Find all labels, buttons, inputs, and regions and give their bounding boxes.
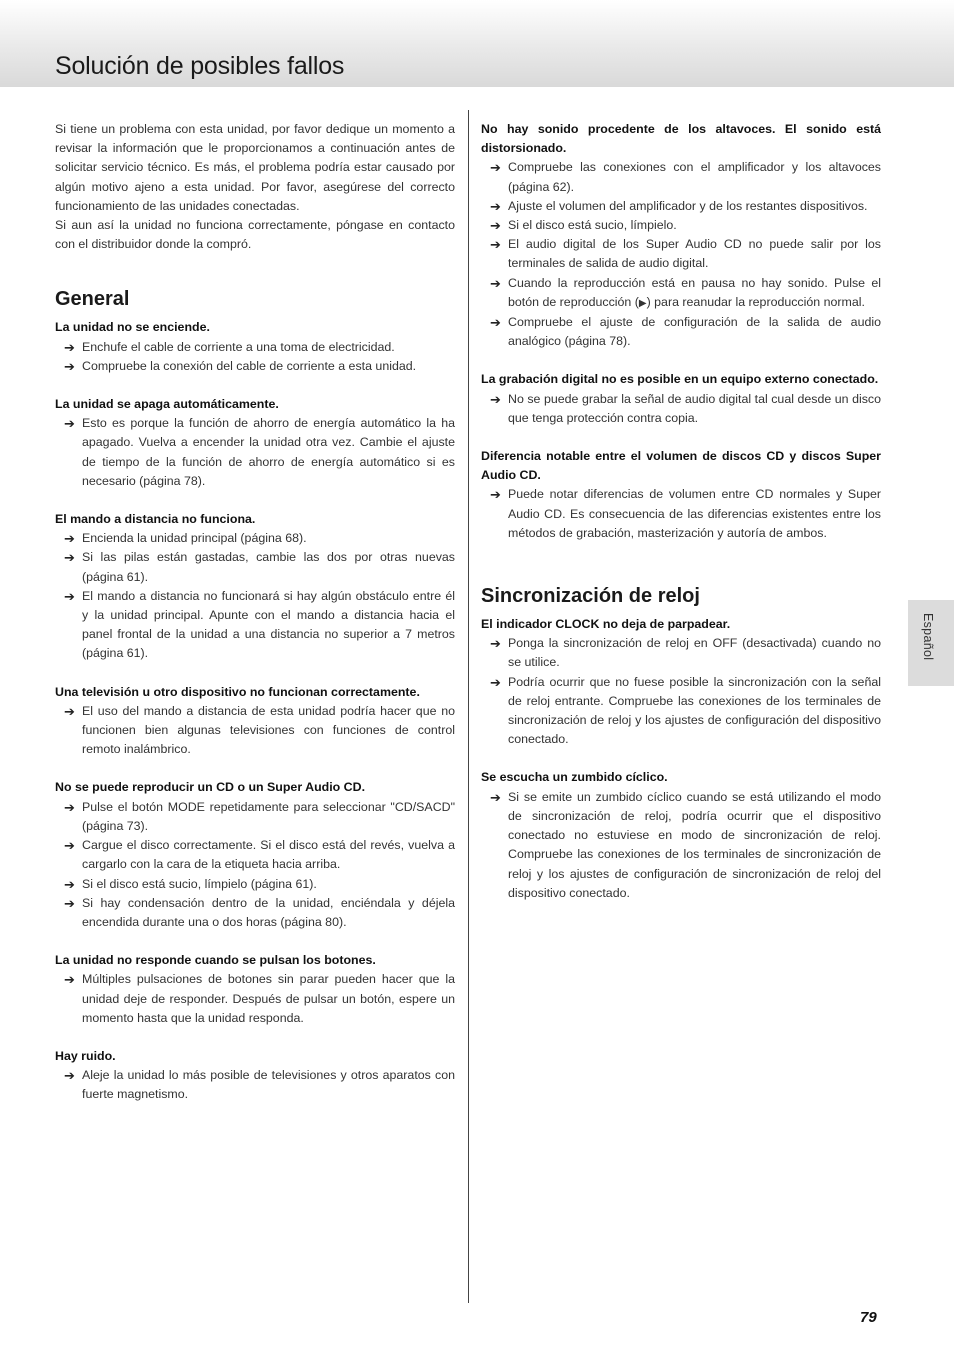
issue-group (481, 615, 881, 749)
issue-question: La grabación digital no es posible en un equipo externo conectado. (481, 372, 879, 387)
intro (55, 120, 455, 254)
arrow-right-icon: ➔ (64, 588, 75, 604)
list-item: ➔ Cargue el disco correctamente. Si el disco está del revés, vuelva a cargarlo con la cara de la etiqueta hacia arriba. (64, 838, 455, 872)
list-item: ➔ El uso del mando a distancia de esta unidad podría hacer que no funcionen bien algunas televisiones con funciones de control remoto inalámbrico. (64, 703, 455, 757)
list-item: ➔ Compruebe el ajuste de configuración de la salida de audio analógico (página 78). (490, 315, 881, 349)
list-item: ➔ El mando a distancia no funcionará si hay algún obstáculo entre él y la unidad principal. Apunte con el mando a distancia hacia el panel frontal de la unidad a una distancia no superior a 7 metros (página 61). (64, 588, 455, 661)
arrow-right-icon: ➔ (64, 838, 75, 854)
arrow-right-icon: ➔ (490, 789, 501, 805)
arrow-right-icon: ➔ (490, 160, 501, 176)
list-item: ➔ Compruebe la conexión del cable de corriente a esta unidad. (55, 357, 455, 376)
issue-group (55, 318, 455, 376)
list-item: ➔ Si el disco está sucio, límpielo (página 61). (55, 875, 455, 894)
issue-question: El indicador CLOCK no deja de parpadear. (481, 617, 731, 632)
list-item: ➔ Pulse el botón MODE repetidamente para seleccionar "CD/SACD" (página 73). (64, 799, 455, 833)
arrow-right-icon: ➔ (64, 339, 75, 355)
language-label: Español (921, 613, 935, 661)
list-item: ➔ Compruebe las conexiones con el amplificador y los altavoces (página 62). (490, 160, 881, 194)
issue-question: No se puede reproducir un CD o un Super Audio CD. (55, 780, 366, 795)
intro-paragraph: Si tiene un problema con esta unidad, por favor dedique un momento a revisar la información que le proporcionamos a continuación antes de solicitar servicio técnico. Es más, el problema podría estar causado por algún motivo ajeno a esta unidad. Por favor, asegúrese del correcto funcionamiento de las unidades conectadas. (55, 122, 455, 213)
issue-question: No hay sonido procedente de los altavoces. El sonido está distorsionado. (481, 122, 881, 156)
issue-question: La unidad se apaga automáticamente. (55, 397, 279, 412)
list-item: ➔ Ajuste el volumen del amplificador y de los restantes dispositivos. (481, 197, 881, 216)
arrow-right-icon: ➔ (490, 315, 501, 331)
list-item: ➔ Si se emite un zumbido cíclico cuando se está utilizando el modo de sincronización de reloj, podría ocurrir que el dispositivo conectado no estuviese en modo de sincronización de reloj. Compruebe las conexiones de los terminales de sincronización de reloj y los ajustes de configuración de sincronización de reloj del dispositivo conectado. (490, 789, 881, 900)
list-item: ➔ Podría ocurrir que no fuese posible la sincronización con la señal de reloj entrante. Compruebe las conexiones de los terminales de sincronización de reloj y los ajustes de configuración del dispositivo conectado. (490, 674, 881, 747)
issue-question: Diferencia notable entre el volumen de discos CD y discos Super Audio CD. (481, 449, 881, 483)
arrow-right-icon: ➔ (64, 531, 75, 547)
intro-paragraph: Si aun así la unidad no funciona correctamente, póngase en contacto con el distribuidor donde la compró. (55, 218, 455, 252)
arrow-right-icon: ➔ (64, 703, 75, 719)
list-item: ➔ Puede notar diferencias de volumen entre CD normales y Super Audio CD. Es consecuencia de las diferencias existentes entre los métodos de grabación, masterización y autoría de ambos. (490, 487, 881, 540)
issue-question: Hay ruido. (55, 1048, 116, 1063)
list-item: ➔ Múltiples pulsaciones de botones sin parar pueden hacer que la unidad deje de responder. Después de pulsar un botón, espere un momento hasta que la unidad responda. (64, 972, 455, 1025)
left-column (55, 120, 455, 1105)
list-item: ➔ Aleje la unidad lo más posible de televisiones y otros aparatos con fuerte magnetismo. (64, 1068, 455, 1102)
arrow-right-icon: ➔ (490, 198, 501, 214)
page-title: Solución de posibles fallos (55, 52, 345, 80)
issue-question: Se escucha un zumbido cíclico. (481, 770, 668, 785)
section-title-clock: Sincronización de reloj (481, 585, 700, 608)
issue-group (481, 370, 881, 428)
arrow-right-icon: ➔ (64, 550, 75, 566)
issue-question: Una televisión u otro dispositivo no funcionan correctamente. (55, 684, 420, 699)
column-divider (468, 110, 469, 1303)
issue-group (481, 120, 881, 351)
list-item: ➔ Ponga la sincronización de reloj en OFF (desactivada) cuando no se utilice. (490, 636, 881, 670)
list-item: ➔ Esto es porque la función de ahorro de energía automático la ha apagado. Vuelva a encender la unidad otra vez. Cambie el ajuste de tiempo de la función de ahorro de energía automático si es necesario (página 78). (64, 416, 455, 488)
arrow-right-icon: ➔ (490, 674, 501, 690)
arrow-right-icon: ➔ (64, 876, 75, 892)
issue-group (55, 951, 455, 1028)
section-title-general: General (55, 288, 130, 311)
list-item: ➔ Si las pilas están gastadas, cambie las dos por otras nuevas (página 61). (64, 550, 455, 584)
issue-group (481, 768, 881, 902)
arrow-right-icon: ➔ (64, 895, 75, 911)
play-icon: ▶ (638, 297, 647, 309)
issue-question: La unidad no se enciende. (55, 320, 210, 335)
arrow-right-icon: ➔ (64, 799, 75, 815)
list-item: ➔ No se puede grabar la señal de audio digital tal cual desde un disco que tenga protección contra copia. (490, 391, 881, 425)
issue-group (55, 510, 455, 664)
issue-group (55, 778, 455, 932)
list-item: ➔ Enchufe el cable de corriente a una toma de electricidad. (55, 338, 455, 357)
page-number: 79 (860, 1309, 877, 1326)
issue-group (55, 1047, 455, 1105)
list-item: ➔ Si el disco está sucio, límpielo. (481, 216, 881, 235)
arrow-right-icon: ➔ (64, 1068, 75, 1084)
arrow-right-icon: ➔ (490, 487, 501, 503)
list-item: ➔ Cuando la reproducción está en pausa no hay sonido. Pulse el botón de reproducción (▶) para reanudar la reproducción normal. (481, 274, 881, 313)
arrow-right-icon: ➔ (490, 391, 501, 407)
list-item: ➔ El audio digital de los Super Audio CD no puede salir por los terminales de salida de audio digital. (490, 237, 881, 271)
issue-question: La unidad no responde cuando se pulsan los botones. (55, 953, 376, 968)
issue-question: El mando a distancia no funciona. (55, 512, 256, 527)
arrow-right-icon: ➔ (490, 218, 501, 234)
right-column (481, 120, 881, 903)
issue-group (481, 447, 881, 543)
arrow-right-icon: ➔ (490, 636, 501, 652)
arrow-right-icon: ➔ (64, 416, 75, 432)
arrow-right-icon: ➔ (490, 275, 501, 291)
issue-group (55, 683, 455, 760)
arrow-right-icon: ➔ (64, 358, 75, 374)
issue-group (55, 395, 455, 491)
list-item: ➔ Encienda la unidad principal (página 68). (55, 529, 455, 548)
list-item: ➔ Si hay condensación dentro de la unidad, enciéndala y déjela encendida durante una o dos horas (página 80). (64, 895, 455, 929)
arrow-right-icon: ➔ (64, 972, 75, 988)
arrow-right-icon: ➔ (490, 237, 501, 253)
